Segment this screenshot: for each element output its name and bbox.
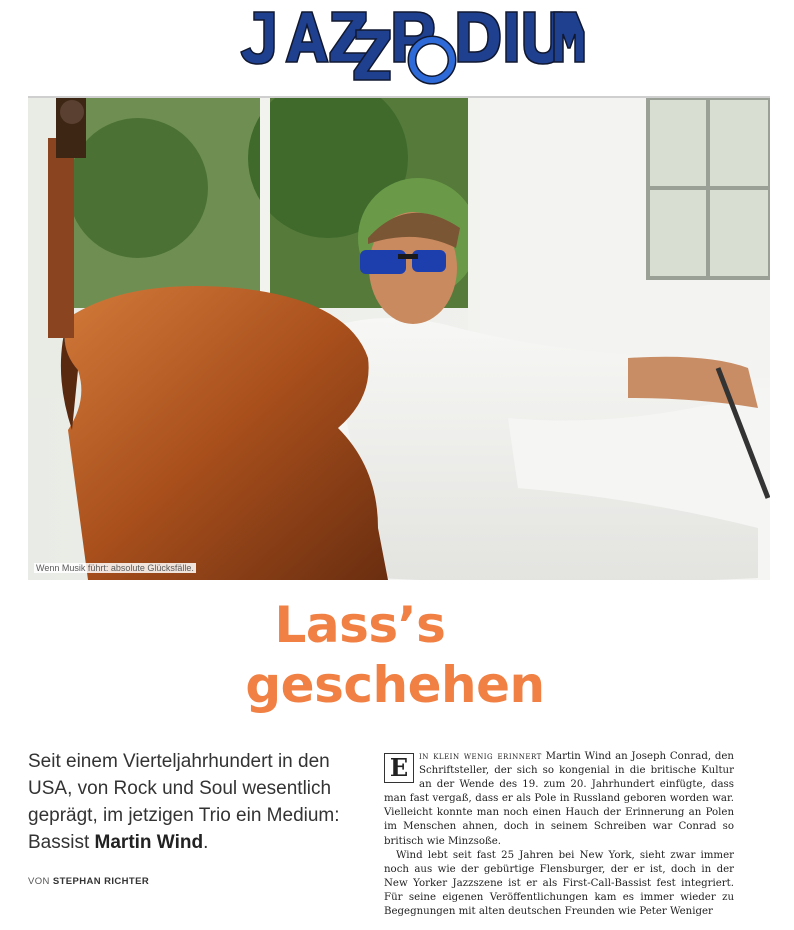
lead-end: .: [203, 832, 209, 853]
photo-caption: Wenn Musik führt: absolute Glücksfälle.: [36, 563, 194, 573]
lead-subject-name: Martin Wind: [94, 832, 204, 853]
byline-author: STEPHAN RICHTER: [52, 876, 150, 887]
body-paragraph-1: [384, 750, 734, 849]
masthead: [0, 0, 794, 92]
byline: [28, 876, 149, 887]
article-lead: [28, 748, 358, 856]
lead-text: Seit einem Vierteljahrhundert in den USA, von Rock und Soul wesentlich geprägt, im jetzigen Trio ein Medium: Bassist: [28, 751, 340, 853]
body-paragraph-2: Wind lebt seit fast 25 Jahren bei New York, sieht zwar immer noch aus wie der gebürtige Flensburger, der er ist, doch in der New Yorker Jazzszene ist er als First-Call-Bassist fest integriert. Für seine eigenen Veröffentlichungen kam es immer wieder zu Begegnungen mit alten deutschen Freunden wie Peter Weniger: [384, 849, 734, 918]
byline-prefix: VON: [28, 876, 50, 887]
svg-text:JAZZPODIUM: JAZZPODIUM: [236, 4, 243, 5]
smallcaps-opening: in klein wenig erinnert: [419, 751, 542, 762]
feature-photo: [28, 96, 770, 580]
article-headline: [170, 595, 630, 715]
drop-cap: E: [384, 753, 414, 783]
headline-line-2: geschehen: [245, 656, 545, 714]
headline-line-1: Lass’s: [274, 596, 446, 654]
article-body: [384, 750, 734, 919]
paragraph-1-text: Martin Wind an Joseph Conrad, den Schriftsteller, der sich so kongenial in die britische Kultur an der Wende des 19. zum 20. Jahrhundert einfügte, dass man fast vergaß, dass er als Pole in Russland geboren worden war. Vielleicht konnte man noch einen Hauch der Erinnerung an Polen im Menschen ahnen, doch in seinem Schreiben war Conrad so britisch wie Minzsoße.: [384, 751, 734, 847]
jazzpodium-logo: [236, 4, 586, 90]
